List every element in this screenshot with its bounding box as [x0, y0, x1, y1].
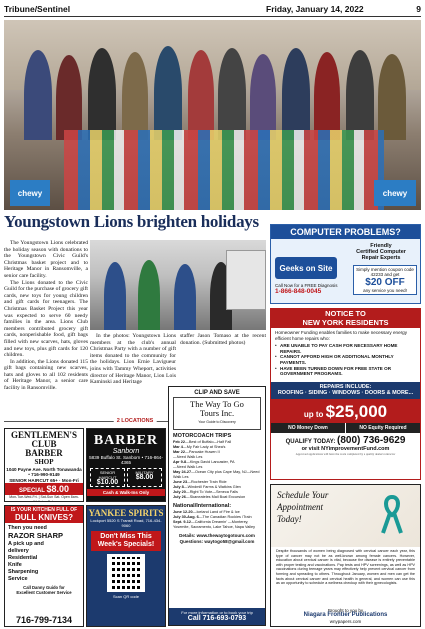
coupons: [90, 468, 162, 487]
senior-haircut: SENIOR HAIRCUT 65+ · Mon-Fri: [9, 477, 79, 483]
ad-body: Homeowner Funding enables families to make necessary energy efficient home repairs who: • ARE UNABLE TO PAY CASH FOR NECESSARY HOME REPAIRS. • CANNOT AFFORD HIGH OR ADDITIONAL MONTHLY PAYMENTS. • HAVE BEEN TURNED DOWN FOR FREE STATE OR GOVERNMENT PROGRAMS.: [271, 328, 420, 379]
list-item: Residential: [8, 554, 38, 561]
national-trip-list: [169, 510, 265, 530]
qualify-line: QUALIFY TODAY: (800) 736-9629 or visit NYimprovementFund.com: [285, 434, 406, 452]
list-item: Sharpening: [8, 568, 39, 575]
motorcoach-title: MOTORCOACH TRIPS: [173, 433, 232, 439]
photo-person: [282, 48, 310, 140]
tours-logo: The Way To Go Tours Inc. Your Guide to Discovery: [173, 397, 261, 430]
yankee-spirits-ad[interactable]: [86, 505, 166, 627]
list-item: • ARE UNABLE TO PAY CASH FOR NECESSARY HOME REPAIRS.: [275, 343, 416, 354]
barber-footer: Cash & Walk-Ins Only: [87, 489, 165, 496]
article-paragraph: In addition, the Lions donated 115 gift bags containing new scarves, hats and gloves to all 102 residents of Heritage Manor, a senior care facility in Ransomville.: [4, 358, 88, 392]
list-item: • CANNOT AFFORD HIGH OR ADDITIONAL MONTHLY PAYMENTS.: [275, 354, 416, 365]
article-paragraph: The Lions donated to the Civic Guild for the purchase of grocery gift cards, new toys for young children and gift cards for teenagers. The Christmas Basket Project this year was expected to serve 60 needy families in the area. Lions Club members contributed grocery gift cards, nonperishable food, gift bags filled with new scarves, hats, gloves and new toys, plus gift cards for 120 children.: [4, 279, 88, 359]
barber-location: Sanborn: [112, 448, 140, 455]
trip-list: [169, 440, 265, 500]
trip-item: June 23—Rochester Train Ride: [173, 480, 227, 484]
article-headline: Youngstown Lions brighten holidays: [4, 212, 259, 231]
trip-item: July 26—Skaneateles Mail Boat Excursion: [173, 495, 246, 499]
phone-number: Call 716-693-0793: [187, 615, 247, 622]
article-column-1: [4, 240, 88, 392]
home-repair-ad[interactable]: [270, 308, 421, 480]
way-to-go-tours-ad[interactable]: [168, 386, 266, 626]
photo-person: [138, 260, 160, 330]
barber-address: 1040 Payne Ave. North Tonawanda • 716-990-9149: [6, 467, 82, 478]
sponsor-url[interactable]: wnypapers.com: [329, 618, 362, 624]
clip-and-save: CLIP AND SAVE: [194, 390, 240, 396]
coupon-offer: Simply mention coupon code 42233 and get $20 OFF any service you need!: [353, 265, 417, 295]
photo-person: [188, 50, 214, 140]
ad-title: NOTICE TO NEW YORK RESIDENTS: [271, 309, 420, 328]
trip-item: July 30-Aug. 6—The Canadian Rockies /Train: [173, 515, 252, 519]
phone-number: (800) 736-9629: [337, 434, 406, 446]
coupon-military: MILITARY $8.00: [127, 468, 162, 487]
barber-name: GENTLEMEN'S CLUB BARBER SHOP: [10, 430, 77, 466]
list-item: Knife: [8, 561, 22, 568]
trip-item: May 24-27—Ocean City plus Cape May, NJ—Need Walk Les: [173, 470, 260, 479]
trip-item: Mar 4—My Fair Lady at Shea's: [173, 445, 226, 449]
barber-address: 5839 Buffalo St. Sanborn • 716-864-4365: [89, 454, 163, 466]
photo-caption: In the photos: Youngstown Lions members at the club's annual Christmas Party with a number of gift items donated to the community for the holidays. Lion Ernie Lavigueur joins with Tammy Wheport, activities director of Heritage Manor, Lion Lois Kaminski and Heritage: [90, 333, 176, 386]
fine-print: Approved applications will have the work completed by a quality dealer/contractor: [295, 451, 396, 456]
contact-text: Call Danny Guido for Excellent Customer Service: [16, 584, 72, 595]
trip-item: Apr 9-8—Kings David Lancaster, PA: [173, 460, 235, 464]
national-title: National/International:: [173, 503, 232, 509]
terms-bar: NO Money Down NO Equity Required: [271, 423, 420, 433]
photo-person: [104, 262, 126, 330]
gentlemens-club-barber-ad[interactable]: [4, 428, 84, 502]
scan-text: Scan QR code: [112, 594, 139, 599]
trip-item: June 12-20—Iceland Land of Fire & Ice: [173, 510, 240, 514]
van: [226, 250, 266, 310]
ad-body: Then you need RAZOR SHARP A pick up and delivery Residential Knife Sharpening Service: [5, 523, 83, 585]
geeks-logo: Geeks on Site: [275, 257, 337, 279]
article-column-3: [180, 333, 266, 346]
coupon-senior: SENIOR HAIRCUT $10.00: [90, 468, 125, 487]
list-item: • HAVE BEEN TURNED DOWN FOR FREE STATE OR GOVERNMENT PROGRAMS.: [275, 366, 416, 377]
ad-body: Despite thousands of women being diagnosed with cervical cancer each year, this type of cancer may not be as well-known among female cancers. However, education about cervical cancer is vital, because the disease is entirely preventable with proper testing and vaccinations. Pap tests and HPV screenings, as well as HPV vaccinations during teenage years may effectively help prevent cervical cancer from forming and spreading to others. Throughout January, women and men can get the facts about cervical cancer and cervical health in general, and women can use this as an opportunity to schedule a wellness checkup with their gynecologists.: [276, 549, 415, 586]
qualification-list: [275, 343, 416, 377]
donation-photo: [90, 240, 266, 330]
chewy-box: chewy: [374, 180, 416, 206]
article-column-2: [90, 333, 176, 386]
sponsor-line: Brought to you by Niagara Frontier Publications wnypapers.com: [303, 607, 388, 624]
barber-hours: Mon-Tue-Wed-Fri. | Sat-Sun Sat. Open 8am-Walk-ins Only: [9, 495, 79, 502]
geeks-on-site-ad[interactable]: [270, 224, 421, 304]
trip-item: —Need Walk Les: [173, 455, 203, 459]
awareness-ribbon-icon: [380, 495, 404, 535]
gift-bags: [64, 130, 384, 210]
photo-person: [250, 54, 276, 140]
masthead-rule: [4, 16, 421, 17]
qr-code-icon[interactable]: [107, 554, 145, 592]
store-name: YANKEE SPIRITS: [88, 508, 164, 518]
store-address: Lockport 5520 S Transit Road, 716-434-9060: [90, 518, 162, 528]
issue-date: Friday, January 14, 2022: [266, 4, 364, 14]
repairs-banner: REPAIRS INCLUDE: ROOFING · SIDING · WINDOWS · DOORS & MORE...: [271, 382, 420, 399]
call-line: Call Now for a FREE Diagnosis 1-866-848-0045: [275, 283, 351, 295]
photo-person: [346, 50, 374, 140]
photo-person: [154, 46, 182, 140]
photo-person: [56, 55, 82, 140]
trip-item: July 8—Windmill Farms & Watkins Glen: [173, 485, 241, 489]
specials-banner: Don't Miss This Week's Specials!: [91, 531, 161, 551]
phone-number: 716-799-7134: [15, 615, 73, 625]
knife-sharpening-ad[interactable]: [4, 505, 84, 627]
list-item: delivery: [8, 547, 29, 554]
chewy-box: chewy: [10, 180, 50, 206]
photo-person: [88, 48, 116, 140]
schedule-appointment-ad[interactable]: [270, 484, 421, 627]
list-item: Service: [8, 575, 28, 582]
tour-details[interactable]: Details: www.thewaytogotours.com Questions: waytogo58@gmail.com: [179, 533, 255, 544]
booking-footer: For more information or to book your trip Call 716-693-0793: [169, 608, 265, 625]
list-item: A pick up and: [8, 540, 44, 547]
ad-tagline: Friendly Certified Computer Repair Experts: [356, 243, 406, 261]
ad-title: IS YOUR KITCHEN FULL OF DULL KNIVES?: [5, 506, 83, 523]
photo-person: [378, 54, 406, 140]
paper-name: Tribune/Sentinel: [4, 4, 71, 14]
trip-item: Sept. 9-12—California Dreamin' —Monterey, Yosemite, Sacramento, Lake Tahoe, Napa Valley: [173, 520, 256, 529]
trip-item: —Need Walk Les: [173, 465, 203, 469]
ad-header: Schedule Your Appointment Today!: [271, 485, 420, 547]
ad-title: COMPUTER PROBLEMS?: [271, 225, 420, 239]
trip-item: July 20—Right To Vote—Seneca Falls: [173, 490, 238, 494]
locations-divider: 2 LOCATIONS: [4, 421, 266, 428]
photo-person: [218, 48, 246, 140]
photo-person: [122, 52, 148, 140]
photo-person: [174, 264, 196, 330]
article-paragraph: The Youngstown Lions celebrated the holiday season with donations to the Youngstown Civic Guild's Christmas basket project and to Heritage Manor in Ransomville, a senior care facility.: [4, 240, 88, 279]
amount-banner: up to $25,000: [271, 399, 420, 423]
photo-person: [314, 52, 340, 140]
trip-item: Mar 22—Pancake Huwen II: [173, 450, 220, 454]
photo-person: [24, 50, 52, 140]
masthead: [4, 2, 421, 16]
barber-name: BARBER: [93, 433, 159, 448]
sanborn-barber-ad[interactable]: [86, 428, 166, 502]
lions-group-photo: [4, 20, 421, 210]
special-price: SPECIAL $8.00: [5, 483, 83, 495]
photo-caption-cont: staffer Jason Tomaso at the recent donation. (Submitted photos): [180, 333, 266, 346]
phone-number: 1-866-848-0045: [275, 288, 322, 295]
page-number: 9: [416, 4, 421, 14]
trip-item: Feb 22—Best of Buffalo—Half Fall: [173, 440, 232, 444]
